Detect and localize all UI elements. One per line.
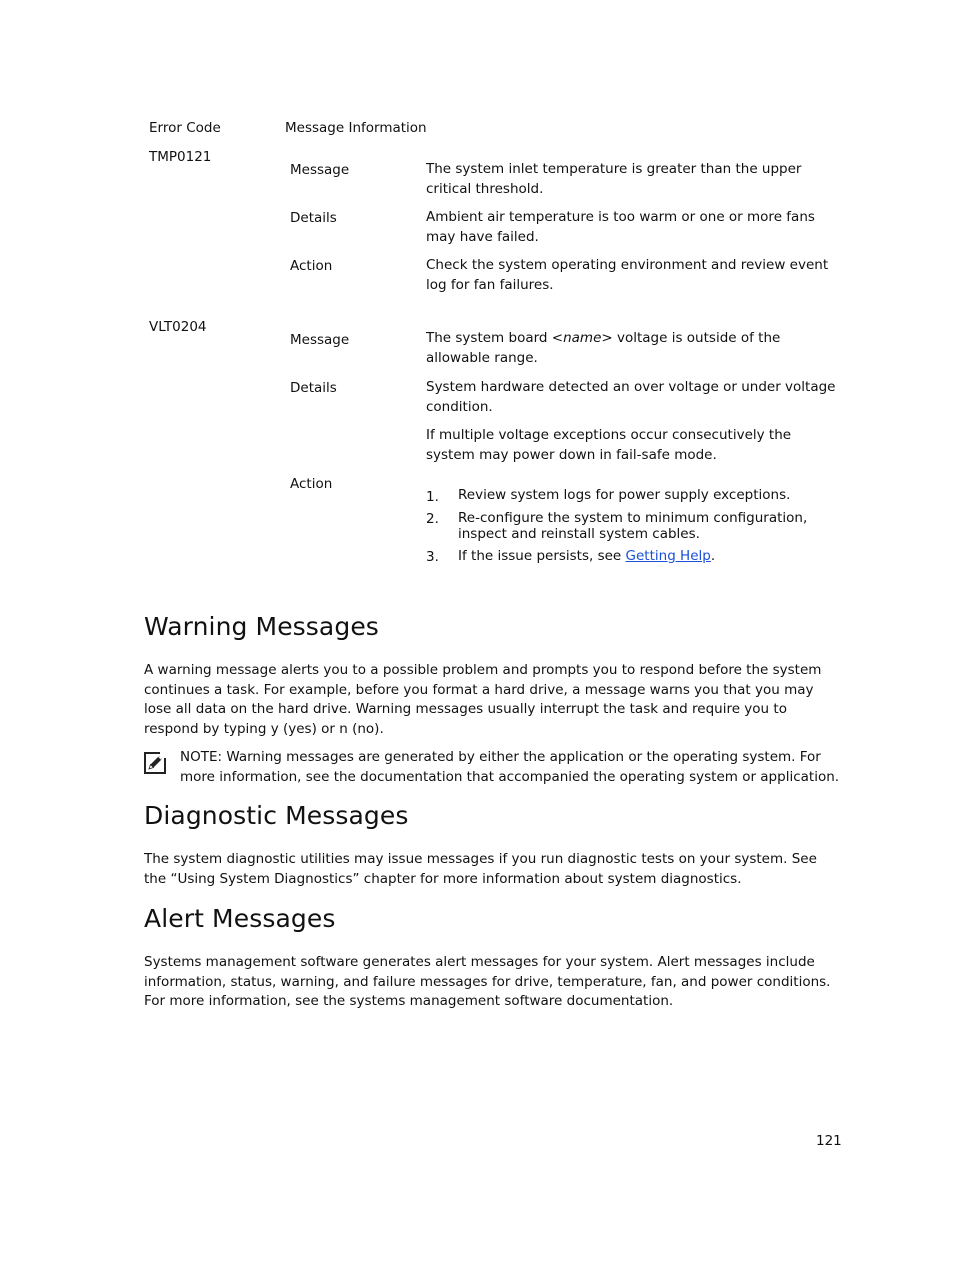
section-body-alert: Systems management software generates alert messages for your system. Alert messages include information, status, warning, and failure messages for drive, temperature, fan, and power conditions. For more information, see the systems management software documentation.: [144, 954, 831, 1009]
row-label-details: Details: [290, 380, 337, 396]
step-number: 2.: [426, 511, 439, 527]
step-text: If the issue persists, see Getting Help.: [458, 548, 716, 564]
note-label: NOTE:: [180, 749, 223, 765]
row-label-message: Message: [290, 332, 350, 348]
section-body-warning: A warning message alerts you to a possible problem and prompts you to respond before the system continues a task. For example, before you format a hard drive, a message warns you that you may lose all data on the hard drive. Warning messages usually interrupt the task and require you to respond by typing y (yes) or n (no).: [144, 662, 822, 737]
section-title-diagnostic: Diagnostic Messages: [144, 801, 409, 830]
row-text-action: Check the system operating environment and review event log for fan failures.: [426, 257, 829, 293]
step-text: Re-configure the system to minimum configuration, inspect and reinstall system cables.: [458, 510, 808, 542]
column-header-error-code: Error Code: [149, 120, 221, 136]
page-number: 121: [816, 1133, 842, 1149]
getting-help-link[interactable]: Getting Help: [625, 548, 711, 564]
row-text-details: System hardware detected an over voltage or under voltage condition.: [426, 379, 836, 415]
row-text-details-extra: If multiple voltage exceptions occur consecutively the system may power down in fail-safe mode.: [426, 427, 792, 463]
row-label-details: Details: [290, 210, 337, 226]
note-pencil-icon: [144, 752, 166, 774]
section-title-warning: Warning Messages: [144, 612, 379, 641]
row-label-action: Action: [290, 258, 333, 274]
row-label-message: Message: [290, 162, 350, 178]
step-number: 3.: [426, 549, 439, 565]
note-text: NOTE: Warning messages are generated by either the application or the operating system. For more information, see the documentation that accompanied the operating system or application.: [180, 749, 840, 785]
row-text-message: The system inlet temperature is greater than the upper critical threshold.: [426, 161, 802, 197]
error-code-tmp0121: TMP0121: [149, 149, 212, 165]
row-text-message: The system board <name> voltage is outside of the allowable range.: [426, 330, 781, 366]
section-body-diagnostic: The system diagnostic utilities may issue messages if you run diagnostic tests on your system. See the “Using System Diagnostics” chapter for more information about system diagnostics.: [144, 851, 817, 887]
column-header-message-information: Message Information: [285, 120, 427, 136]
row-text-details: Ambient air temperature is too warm or one or more fans may have failed.: [426, 209, 815, 245]
step-text: Review system logs for power supply exceptions.: [458, 487, 791, 503]
row-label-action: Action: [290, 476, 333, 492]
section-title-alert: Alert Messages: [144, 904, 336, 933]
error-code-vlt0204: VLT0204: [149, 319, 207, 335]
step-number: 1.: [426, 489, 439, 505]
